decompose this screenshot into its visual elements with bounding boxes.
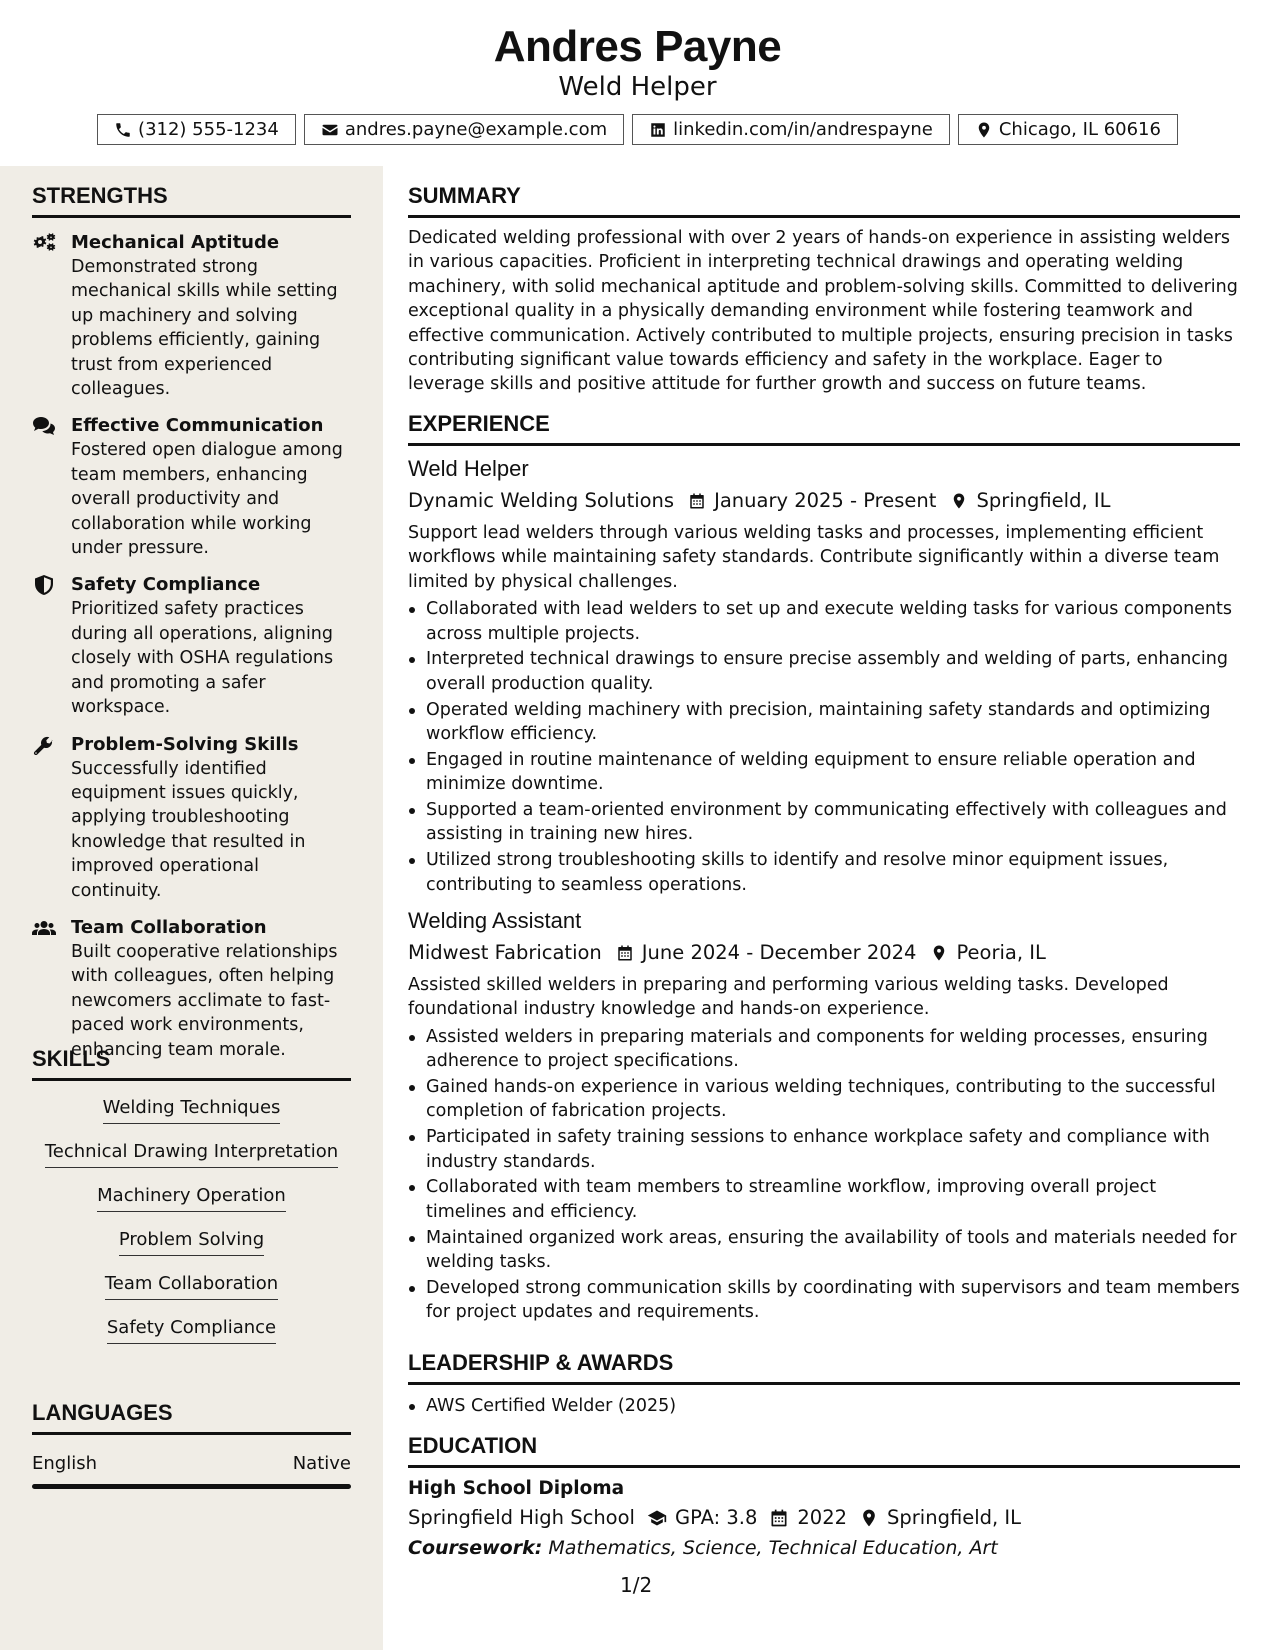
chat-bubbles-icon	[32, 416, 56, 436]
strength-item	[32, 573, 351, 719]
job-description: Support lead welders through various welding tasks and processes, implementing efficient workflows while maintaining safety standards. Contribute significantly within a diverse team limited by physical challenges.	[408, 523, 1220, 592]
contact-linkedin-text: linkedin.com/in/andrespayne	[673, 119, 933, 140]
list-item: Collaborated with team members to streamline workflow, improving overall project timelines and efficiency.	[408, 1175, 1240, 1224]
language-level-bar	[32, 1484, 351, 1489]
job-dates: June 2024 - December 2024	[641, 941, 917, 965]
job-entry	[408, 455, 1240, 897]
contact-email[interactable]	[304, 114, 624, 145]
job-location: Peoria, IL	[956, 941, 1046, 965]
list-item: Developed strong communication skills by coordinating with supervisors and team members for project updates and requirements.	[408, 1276, 1240, 1325]
list-item: Gained hands-on experience in various welding techniques, contributing to the successful completion of fabrication projects.	[408, 1075, 1240, 1124]
language-row	[32, 1452, 351, 1476]
job-meta	[408, 939, 1240, 967]
strength-desc: Built cooperative relationships with colleagues, often helping newcomers acclimate to fast-paced work environments, enhancing team morale.	[71, 941, 338, 1060]
skill-tag: Machinery Operation	[97, 1183, 286, 1212]
envelope-icon	[321, 121, 339, 139]
list-item: Assisted welders in preparing materials and components for welding processes, ensuring adherence to project specifications.	[408, 1025, 1240, 1074]
experience-section	[408, 411, 1240, 1326]
contact-phone[interactable]	[97, 114, 296, 145]
school-location: Springfield, IL	[887, 1506, 1022, 1529]
skill-list	[32, 1095, 351, 1359]
contact-bar	[0, 114, 1275, 145]
list-item: Collaborated with lead welders to set up and execute welding tasks for various components across multiple projects.	[408, 597, 1240, 646]
skill-tag: Technical Drawing Interpretation	[45, 1139, 338, 1168]
calendar-icon	[688, 491, 706, 511]
job-location: Springfield, IL	[976, 489, 1111, 512]
list-item: Engaged in routine maintenance of welding equipment to ensure reliable operation and minimize downtime.	[408, 748, 1240, 797]
education-heading: EDUCATION	[408, 1433, 1240, 1468]
skill-tag: Welding Techniques	[103, 1095, 281, 1124]
contact-location	[958, 114, 1178, 145]
page-number: 1/2	[620, 1573, 653, 1597]
strength-title: Safety Compliance	[71, 574, 261, 596]
list-item: Participated in safety training sessions to enhance workplace safety and compliance with industry standards.	[408, 1125, 1240, 1174]
strength-title: Team Collaboration	[71, 916, 267, 938]
leadership-section	[408, 1350, 1240, 1420]
leadership-heading: LEADERSHIP & AWARDS	[408, 1350, 1240, 1385]
strength-desc: Fostered open dialogue among team members, enhancing overall productivity and collaboration while working under pressure.	[71, 440, 343, 559]
languages-section	[32, 1400, 351, 1489]
phone-icon	[114, 121, 132, 139]
school-name: Springfield High School	[408, 1506, 635, 1529]
job-description: Assisted skilled welders in preparing and performing various welding tasks. Developed foundational industry knowledge and hands-on experience.	[408, 975, 1169, 1020]
map-pin-icon	[950, 491, 968, 511]
leadership-list	[408, 1394, 1240, 1418]
job-company: Midwest Fabrication	[408, 941, 602, 965]
users-icon	[32, 918, 56, 938]
job-company: Dynamic Welding Solutions	[408, 489, 675, 512]
map-pin-icon	[859, 1508, 879, 1528]
contact-linkedin[interactable]	[632, 114, 950, 145]
gears-icon	[32, 233, 56, 253]
job-title: Welding Assistant	[408, 908, 582, 934]
job-title: Weld Helper	[408, 456, 529, 481]
list-item: Maintained organized work areas, ensuring the availability of tools and materials needed for welding tasks.	[408, 1226, 1240, 1275]
graduation-year: 2022	[797, 1506, 848, 1529]
summary-heading: SUMMARY	[408, 183, 1240, 218]
graduation-cap-icon	[647, 1508, 667, 1528]
list-item: AWS Certified Welder (2025)	[408, 1394, 1240, 1418]
strength-desc: Prioritized safety practices during all operations, aligning closely with OSHA regulations and promoting a safer workspace.	[71, 599, 334, 718]
resume-header	[0, 0, 1275, 166]
coursework-list: Mathematics, Science, Technical Education, Art	[548, 1537, 998, 1559]
contact-email-text: andres.payne@example.com	[344, 119, 608, 140]
candidate-name: Andres Payne	[493, 22, 782, 71]
skills-heading: SKILLS	[32, 1046, 351, 1081]
skill-tag: Team Collaboration	[105, 1271, 278, 1300]
list-item: Operated welding machinery with precision, maintaining safety standards and optimizing workflow efficiency.	[408, 698, 1240, 747]
language-level: Native	[292, 1453, 351, 1474]
map-pin-icon	[930, 943, 948, 963]
skills-section	[32, 1046, 351, 1359]
shield-icon	[32, 575, 56, 595]
strength-item	[32, 231, 351, 401]
job-dates: January 2025 - Present	[714, 489, 937, 512]
contact-phone-text: (312) 555-1234	[138, 119, 279, 140]
skill-tag: Problem Solving	[119, 1227, 264, 1256]
coursework-label: Coursework:	[408, 1537, 543, 1559]
strength-title: Problem-Solving Skills	[71, 733, 299, 755]
strength-title: Mechanical Aptitude	[71, 232, 280, 253]
list-item: Supported a team-oriented environment by communicating effectively with colleagues and assisting in training new hires.	[408, 798, 1240, 847]
candidate-role: Weld Helper	[558, 72, 717, 102]
job-meta	[408, 487, 1240, 515]
calendar-icon	[616, 943, 634, 963]
coursework	[408, 1534, 1240, 1562]
strength-desc: Successfully identified equipment issues quickly, applying troubleshooting knowledge that resulted in improved operational continuity.	[71, 758, 306, 901]
strengths-section	[32, 183, 351, 1062]
strength-title: Effective Communication	[71, 415, 324, 437]
strengths-heading: STRENGTHS	[32, 183, 351, 218]
map-pin-icon	[975, 121, 993, 139]
strength-item	[32, 733, 351, 903]
languages-heading: LANGUAGES	[32, 1400, 351, 1435]
sidebar	[0, 166, 383, 1650]
list-item: Utilized strong troubleshooting skills to identify and resolve minor equipment issues, contributing to seamless operations.	[408, 848, 1240, 897]
strength-item	[32, 916, 351, 1062]
calendar-icon	[769, 1508, 789, 1528]
list-item: Interpreted technical drawings to ensure precise assembly and welding of parts, enhancing overall production quality.	[408, 647, 1240, 696]
skill-tag: Safety Compliance	[107, 1315, 276, 1344]
job-entry	[408, 907, 1240, 1325]
job-bullets	[408, 597, 1240, 897]
strength-desc: Demonstrated strong mechanical skills while setting up machinery and solving problems efficiently, gaining trust from experienced colleagues.	[71, 257, 338, 400]
summary-section	[408, 183, 1240, 397]
strength-item	[32, 414, 351, 560]
gpa: GPA: 3.8	[674, 1506, 758, 1529]
education-section	[408, 1433, 1240, 1562]
education-meta	[408, 1504, 1240, 1532]
linkedin-icon	[649, 121, 667, 139]
degree-title: High School Diploma	[408, 1478, 625, 1499]
job-bullets	[408, 1025, 1240, 1325]
contact-location-text: Chicago, IL 60616	[998, 119, 1161, 140]
language-name: English	[32, 1453, 97, 1474]
summary-text: Dedicated welding professional with over 2 years of hands-on experience in assisting welders in various capacities. Proficient in interpreting technical drawings and operating welding machinery, with solid mechanical aptitude and problem-solving skills. Committed to delivering exceptional quality in a physically demanding environment while fostering teamwork and effective communication. Actively contributed to multiple projects, ensuring precision in tasks contributing significant value towards efficiency and safety in the workplace. Eager to leverage skills and positive attitude for further growth and success on future teams.	[408, 228, 1238, 395]
wrench-icon	[32, 735, 56, 755]
experience-heading: EXPERIENCE	[408, 411, 1240, 446]
